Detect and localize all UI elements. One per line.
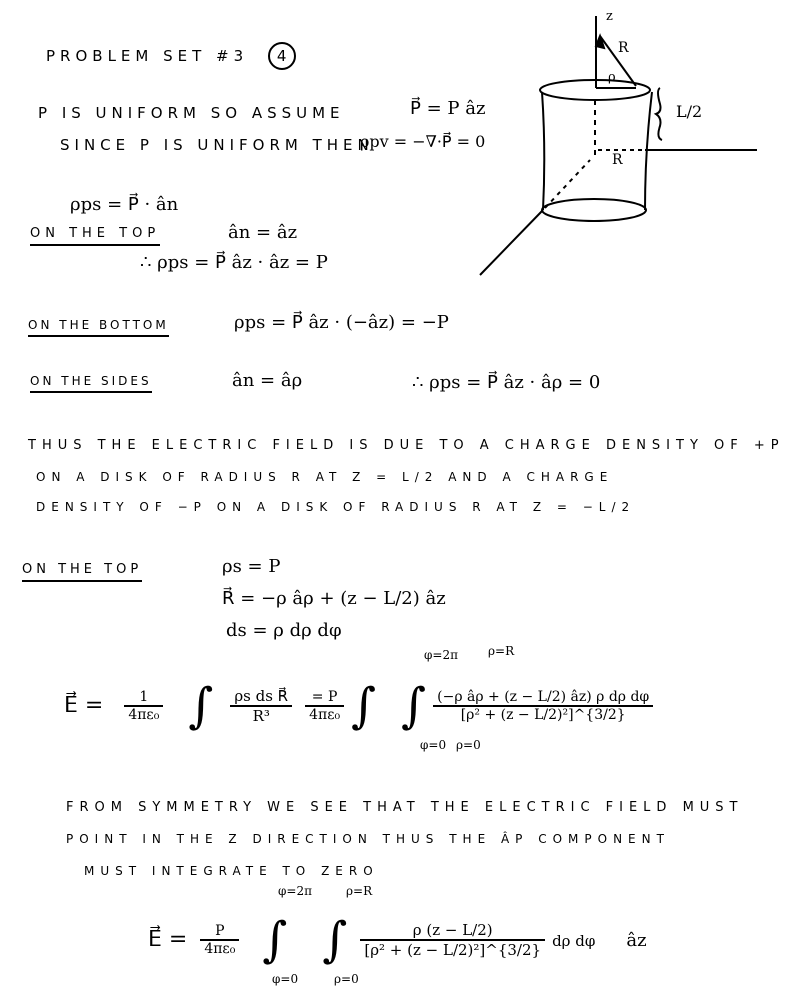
intro-line-1 [38,104,345,122]
final-num: ρ (z − L/2) [360,921,545,941]
final-phi-lower: φ=0 [272,972,299,986]
symmetry-line-1: FROM SYMMETRY WE SEE THAT THE ELECTRIC FIELD MUST [66,800,744,815]
final-integrand [360,921,545,959]
final-coeff-den: 4πε₀ [204,941,236,957]
diagram-rho-label: ρ [608,70,616,85]
phi-upper-limit: φ=2π [424,648,458,662]
bottom-label: ON THE BOTTOM [28,318,169,337]
top-disk-area-eq: ds = ρ dρ dφ [226,620,342,641]
final-rho-upper: ρ=R [346,884,373,898]
final-coeff [200,923,239,957]
final-integral-phi: ∫ [262,912,288,968]
top-label: ON THE TOP [30,226,160,246]
coeff-num: = P [305,689,344,707]
sides-label: ON THE SIDES [30,374,152,393]
intro-line-2 [60,136,374,154]
coeff-den: 4πε₀ [309,707,341,723]
integral-sign: ∫ [188,678,214,734]
phi-lower-limit: φ=0 [420,738,447,752]
integral-sign-rho: ∫ [401,678,427,734]
symmetry-line-3: MUST INTEGRATE TO ZERO [84,864,379,878]
integrand [230,687,292,725]
final-integral [148,912,647,968]
conclusion-line-1: THUS THE ELECTRIC FIELD IS DUE TO A CHARGE DENSITY OF +P [28,438,785,453]
field-constant [124,689,163,723]
field-integral [64,678,653,734]
integrand-den: R³ [252,707,270,725]
const-num: 1 [124,689,163,707]
coeff [305,689,344,723]
field-num: (−ρ âρ + (z − L/2) âz) ρ dρ dφ [433,689,653,707]
sides-charge-eq: ∴ ρps = P⃗ âz · âρ = 0 [412,372,601,393]
integral-sign-phi: ∫ [351,678,377,734]
final-differentials: dρ dφ [552,932,596,950]
volume-charge-eq: ρpv = −∇·P⃗ = 0 [360,132,486,151]
top-disk-label: ON THE TOP [22,562,142,582]
final-rho-lower: ρ=0 [334,972,359,986]
z-axis-label: z [606,9,613,24]
top-disk-charge-eq: ρs = P [222,556,281,577]
polarization-eq: P⃗ = P âz [410,98,486,119]
final-phi-upper: φ=2π [278,884,312,898]
bottom-charge-eq: ρps = P⃗ âz · (−âz) = −P [234,312,449,333]
top-charge-eq: ∴ ρps = P⃗ âz · âz = P [140,252,328,273]
sides-normal-eq: ân = âρ [232,370,303,391]
diagram-radius-label: R [612,152,623,168]
integrand-num: ρs ds R⃗ [230,687,292,707]
rho-lower-limit: ρ=0 [456,738,481,752]
field-integrand-full [433,689,653,723]
diagram-r-vector-label: R [618,40,629,56]
const-den: 4πε₀ [128,707,160,723]
title-text: PROBLEM SET #3 [46,47,249,65]
diagram-height-label: L/2 [676,102,703,121]
final-unit-vector: âz [626,930,647,951]
intro-text-2: SINCE P IS UNIFORM THEN [60,136,374,154]
final-coeff-num: P [200,923,239,941]
intro-text-1: P IS UNIFORM SO ASSUME [38,104,345,122]
top-disk-distance-eq: R⃗ = −ρ âρ + (z − L/2) âz [222,588,446,609]
top-normal-eq: ân = âz [228,222,298,243]
symmetry-line-2: POINT IN THE Z DIRECTION THUS THE ÂΡ COMPONENT [66,832,670,846]
conclusion-line-2: ON A DISK OF RADIUS R AT Z = L/2 AND A CHARGE [36,470,614,484]
final-integral-rho: ∫ [322,912,348,968]
field-den: [ρ² + (z − L/2)²]^{3/2} [460,707,626,723]
rho-upper-limit: ρ=R [488,644,515,658]
field-lhs: E⃗ = [64,693,104,718]
conclusion-line-3: DENSITY OF −P ON A DISK OF RADIUS R AT Z = −L/2 [36,500,636,514]
surface-charge-general-eq: ρps = P⃗ · ân [70,194,179,215]
final-lhs: E⃗ = [148,927,188,952]
problem-number-badge: 4 [268,42,296,70]
final-den: [ρ² + (z − L/2)²]^{3/2} [364,941,542,959]
